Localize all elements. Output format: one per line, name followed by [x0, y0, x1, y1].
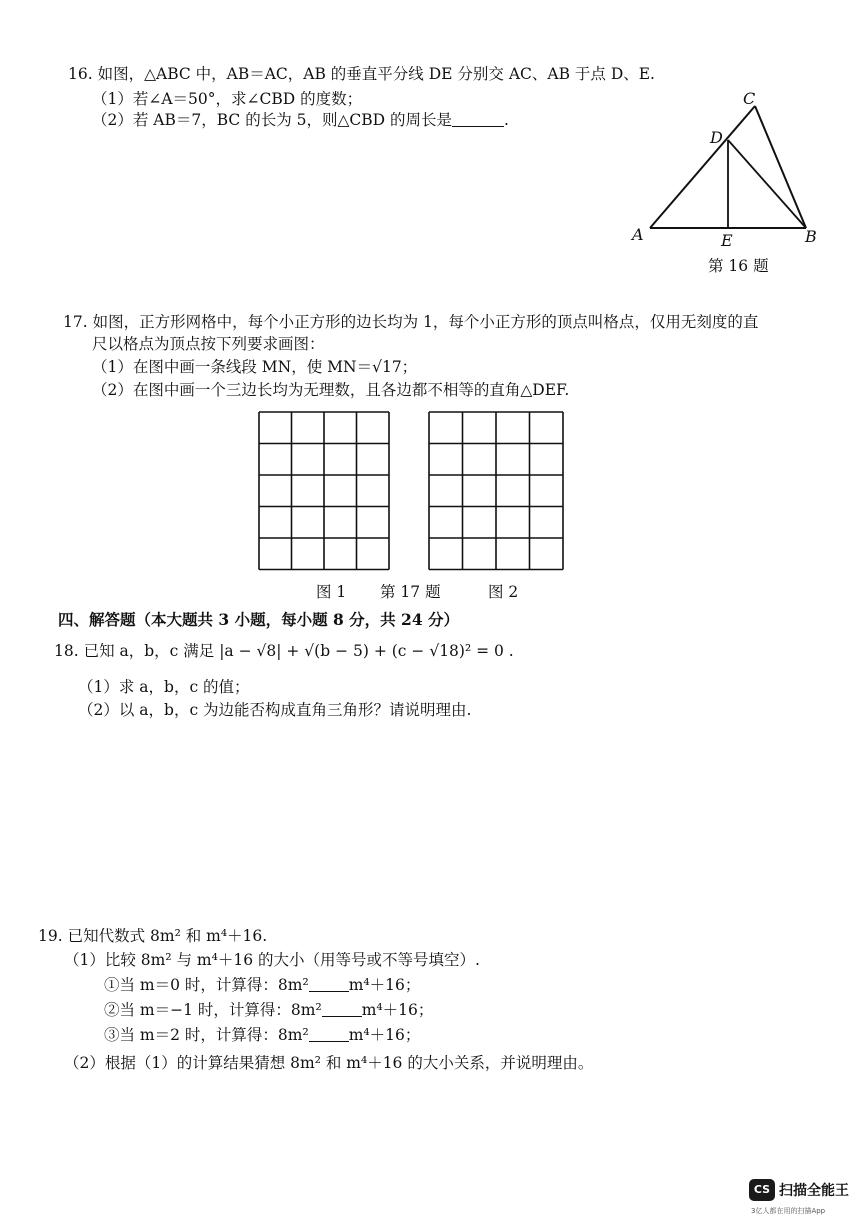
segment-db — [728, 140, 806, 228]
q16-caption: 第 16 题 — [708, 257, 769, 275]
q16-triangle-figure — [628, 89, 828, 250]
q19-case2-text: ②当 m＝−1 时，计算得：8m² — [104, 1001, 322, 1019]
q19-case3-blank[interactable] — [309, 1027, 349, 1042]
q18-part2: （2）以 a，b，c 为边能否构成直角三角形？请说明理由. — [78, 701, 472, 719]
q16-answer-blank[interactable] — [452, 112, 504, 127]
q17-fig2-label: 图 2 — [488, 583, 519, 601]
q19-case3-rhs: m⁴＋16； — [348, 1026, 421, 1044]
q16-part1: （1）若∠A＝50°，求∠CBD 的度数； — [92, 90, 363, 108]
watermark-name: 扫描全能王 — [779, 1183, 849, 1199]
cs-logo-icon: CS — [749, 1179, 775, 1201]
q17-grid-figure-2[interactable] — [428, 411, 566, 571]
q16-part2 — [92, 110, 509, 130]
segment-cb — [755, 106, 806, 228]
q17-stem-line1: 17. 如图，正方形网格中，每个小正方形的边长均为 1，每个小正方形的顶点叫格点，仅用无刻度的直 — [63, 313, 759, 331]
q16-part2-text: （2）若 AB＝7，BC 的长为 5，则△CBD 的周长是 — [92, 111, 453, 129]
q16-stem: 16. 如图，△ABC 中，AB＝AC，AB 的垂直平分线 DE 分别交 AC、AB 于点 D、E. — [68, 65, 655, 83]
label-d: D — [710, 128, 723, 147]
label-a: A — [632, 225, 644, 244]
q18-part1: （1）求 a，b，c 的值； — [78, 678, 250, 696]
label-e: E — [721, 231, 733, 250]
q19-case1 — [104, 975, 420, 995]
q16-part2-end: . — [504, 111, 509, 129]
q17-stem-line2: 尺以格点为顶点按下列要求画图： — [92, 335, 325, 353]
q17-fig1-label: 图 1 — [316, 583, 347, 601]
q19-case2 — [104, 1000, 433, 1020]
q19-case1-blank[interactable] — [309, 977, 349, 992]
q17-caption: 第 17 题 — [380, 583, 441, 601]
q19-case2-blank[interactable] — [322, 1002, 362, 1017]
scanner-watermark — [749, 1179, 859, 1219]
q19-case1-rhs: m⁴＋16； — [348, 976, 421, 994]
section-4-heading: 四、解答题（本大题共 3 小题，每小题 8 分，共 24 分） — [58, 610, 460, 629]
segment-ac — [650, 106, 755, 228]
q19-case3 — [104, 1025, 420, 1045]
q18-stem: 18. 已知 a，b，c 满足 |a − √8| + √(b − 5) + (c − √18)² = 0 . — [54, 642, 514, 660]
watermark-tagline: 3亿人都在用的扫描App — [751, 1207, 826, 1215]
q19-part2: （2）根据（1）的计算结果猜想 8m² 和 m⁴＋16 的大小关系，并说明理由。 — [64, 1054, 594, 1072]
q19-part1: （1）比较 8m² 与 m⁴＋16 的大小（用等号或不等号填空）. — [64, 951, 480, 969]
q17-grid-figure-1[interactable] — [258, 411, 392, 571]
q17-part2: （2）在图中画一个三边长均为无理数，且各边都不相等的直角△DEF. — [92, 381, 570, 399]
label-b: B — [805, 227, 817, 246]
q19-case3-text: ③当 m＝2 时，计算得：8m² — [104, 1026, 309, 1044]
q19-case2-rhs: m⁴＋16； — [361, 1001, 434, 1019]
q17-part1: （1）在图中画一条线段 MN，使 MN＝√17； — [92, 358, 418, 376]
label-c: C — [743, 89, 756, 108]
q19-case1-text: ①当 m＝0 时，计算得：8m² — [104, 976, 309, 994]
q19-stem: 19. 已知代数式 8m² 和 m⁴＋16. — [38, 927, 268, 945]
